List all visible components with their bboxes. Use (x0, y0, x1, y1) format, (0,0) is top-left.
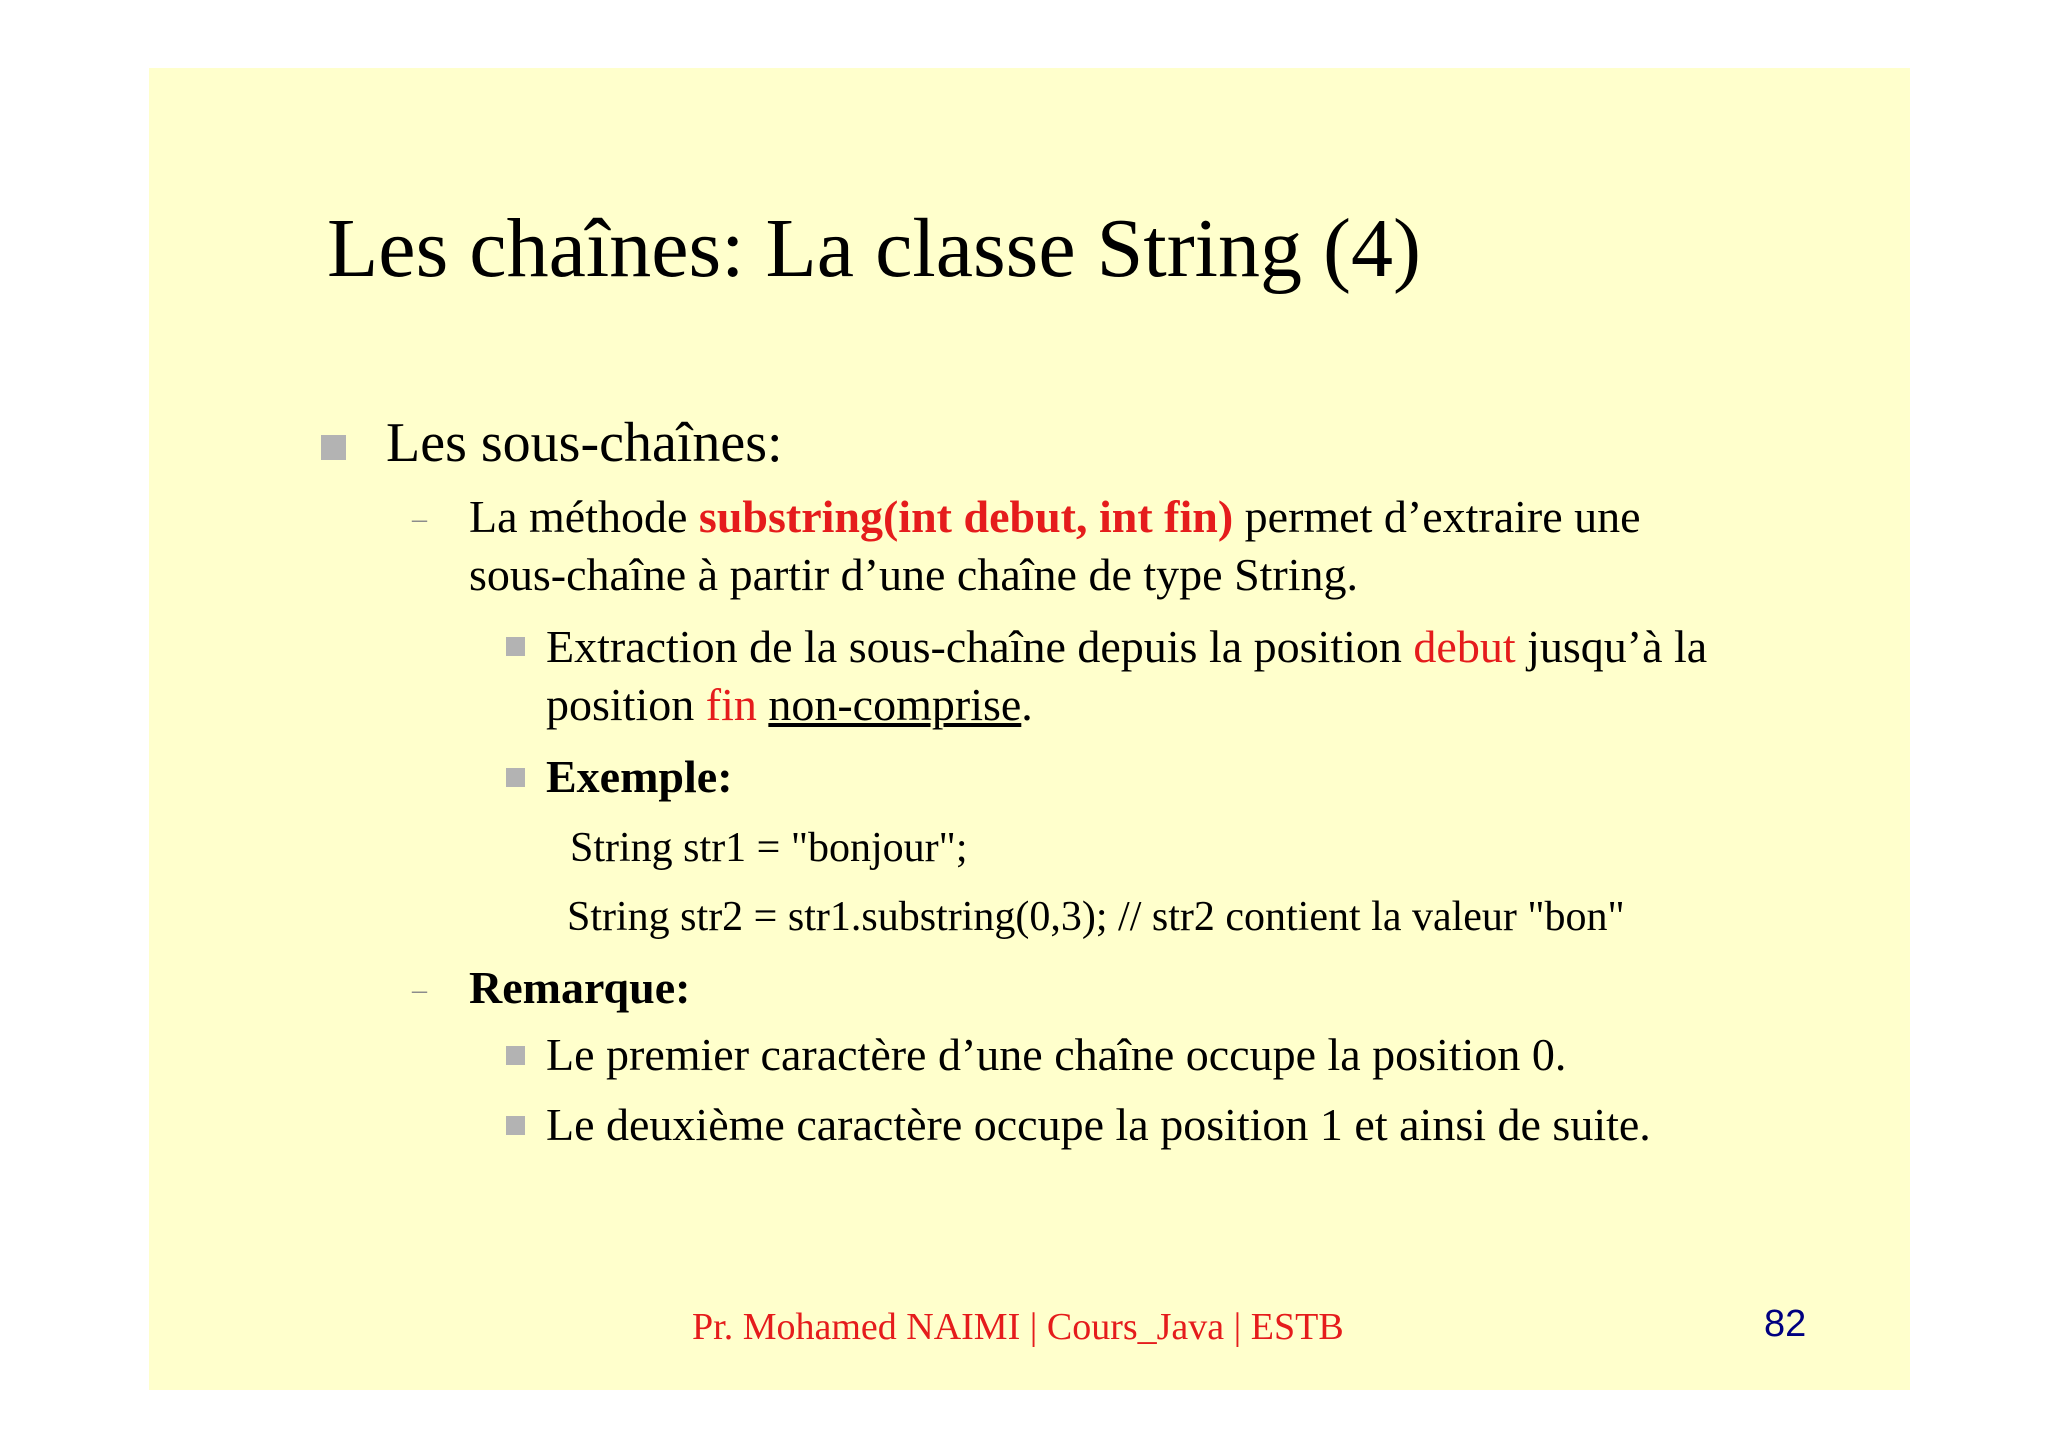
code-line-2: String str2 = str1.substring(0,3); // str2 contient la valeur "bon" (567, 894, 1625, 940)
square-bullet-icon (321, 435, 346, 460)
text: La méthode (469, 491, 699, 542)
text (757, 679, 769, 730)
extraction-text (546, 618, 1707, 676)
text: permet d’extraire une (1233, 491, 1641, 542)
debut-word: debut (1413, 621, 1516, 672)
square-bullet-icon (506, 1116, 525, 1135)
dash-bullet-icon: – (412, 973, 427, 1006)
substring-description (469, 488, 1641, 546)
square-bullet-icon (506, 637, 525, 656)
remarque-label: Remarque: (469, 962, 691, 1013)
code-line-1: String str1 = "bonjour"; (570, 825, 968, 871)
slide-footer: Pr. Mohamed NAIMI | Cours_Java | ESTB (692, 1306, 1344, 1348)
fin-word: fin (705, 679, 757, 730)
text: position (546, 679, 706, 730)
text: . (1021, 679, 1033, 730)
remarque-item: Le premier caractère d’une chaîne occupe la position 0. (546, 1029, 1567, 1080)
bullet-text: Les sous-chaînes: (386, 412, 783, 474)
text: jusqu’à la (1515, 621, 1708, 672)
exemple-label: Exemple: (546, 751, 733, 802)
text: Extraction de la sous-chaîne depuis la position (546, 621, 1414, 672)
substring-description-line2: sous-chaîne à partir d’une chaîne de type String. (469, 549, 1359, 600)
page-number: 82 (1764, 1303, 1807, 1345)
slide-title: Les chaînes: La classe String (4) (327, 202, 1421, 295)
remarque-item: Le deuxième caractère occupe la position 1 et ainsi de suite. (546, 1099, 1651, 1150)
slide (149, 68, 1910, 1390)
extraction-text-line2 (546, 676, 1033, 734)
square-bullet-icon (506, 768, 525, 787)
non-comprise-word: non-comprise (768, 679, 1022, 730)
method-signature: substring(int debut, int fin) (698, 491, 1234, 542)
square-bullet-icon (506, 1046, 525, 1065)
dash-bullet-icon: – (412, 502, 427, 535)
